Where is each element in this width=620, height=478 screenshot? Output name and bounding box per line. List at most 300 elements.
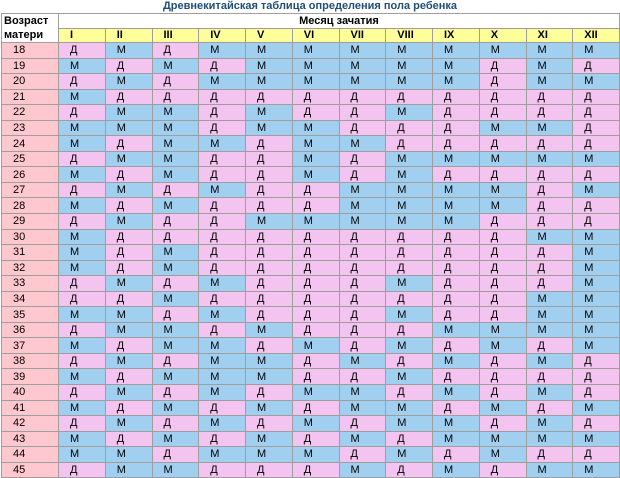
girl-cell: Д <box>526 276 573 292</box>
girl-cell: Д <box>573 105 620 121</box>
girl-cell: Д <box>339 89 386 105</box>
boy-cell: М <box>152 198 199 214</box>
boy-cell: М <box>386 400 433 416</box>
girl-cell: Д <box>292 182 339 198</box>
age-column-header <box>2 14 59 43</box>
girl-cell: Д <box>292 229 339 245</box>
boy-cell: М <box>105 43 152 59</box>
boy-cell: М <box>59 447 106 463</box>
table-row <box>2 151 620 167</box>
boy-cell: М <box>59 136 106 152</box>
boy-cell: М <box>246 74 293 90</box>
girl-cell: Д <box>152 416 199 432</box>
boy-cell: М <box>199 276 246 292</box>
boy-cell: М <box>152 151 199 167</box>
table-row <box>2 307 620 323</box>
girl-cell: Д <box>246 276 293 292</box>
boy-cell: М <box>105 353 152 369</box>
boy-cell: М <box>246 400 293 416</box>
boy-cell: М <box>573 276 620 292</box>
boy-cell: М <box>433 322 480 338</box>
girl-cell: Д <box>152 74 199 90</box>
girl-cell: Д <box>246 229 293 245</box>
girl-cell: Д <box>292 198 339 214</box>
boy-cell: М <box>105 182 152 198</box>
boy-cell: М <box>152 322 199 338</box>
boy-cell: М <box>199 74 246 90</box>
boy-cell: М <box>526 58 573 74</box>
boy-cell: М <box>339 136 386 152</box>
mother-age-cell: 37 <box>2 338 59 354</box>
boy-cell: М <box>105 307 152 323</box>
boy-cell: М <box>292 120 339 136</box>
mother-age-cell: 28 <box>2 198 59 214</box>
girl-cell: Д <box>152 229 199 245</box>
girl-cell: Д <box>199 291 246 307</box>
boy-cell: М <box>152 136 199 152</box>
girl-cell: Д <box>292 260 339 276</box>
girl-cell: Д <box>105 229 152 245</box>
boy-cell: М <box>386 167 433 183</box>
table-row <box>2 182 620 198</box>
girl-cell: Д <box>246 291 293 307</box>
girl-cell: Д <box>292 462 339 478</box>
month-header: IX <box>433 28 480 43</box>
girl-cell: Д <box>199 105 246 121</box>
girl-cell: Д <box>479 353 526 369</box>
girl-cell: Д <box>526 447 573 463</box>
mother-age-cell: 29 <box>2 214 59 230</box>
girl-cell: Д <box>105 291 152 307</box>
girl-cell: Д <box>433 120 480 136</box>
girl-cell: Д <box>386 322 433 338</box>
boy-cell: М <box>152 462 199 478</box>
month-header: XI <box>526 28 573 43</box>
girl-cell: Д <box>152 276 199 292</box>
mother-age-cell: 44 <box>2 447 59 463</box>
girl-cell: Д <box>199 229 246 245</box>
girl-cell: Д <box>59 416 106 432</box>
table-row <box>2 447 620 463</box>
boy-cell: М <box>479 400 526 416</box>
mother-age-cell: 20 <box>2 74 59 90</box>
girl-cell: Д <box>105 167 152 183</box>
girl-cell: Д <box>386 431 433 447</box>
girl-cell: Д <box>292 431 339 447</box>
boy-cell: М <box>339 431 386 447</box>
girl-cell: Д <box>199 245 246 261</box>
girl-cell: Д <box>339 338 386 354</box>
girl-cell: Д <box>199 198 246 214</box>
girl-cell: Д <box>199 167 246 183</box>
girl-cell: Д <box>105 58 152 74</box>
boy-cell: М <box>386 105 433 121</box>
girl-cell: Д <box>479 385 526 401</box>
girl-cell: Д <box>246 198 293 214</box>
girl-cell: Д <box>573 167 620 183</box>
boy-cell: М <box>573 245 620 261</box>
girl-cell: Д <box>526 182 573 198</box>
girl-cell: Д <box>59 105 106 121</box>
girl-cell: Д <box>433 338 480 354</box>
girl-cell: Д <box>386 385 433 401</box>
boy-cell: М <box>339 182 386 198</box>
table-row <box>2 167 620 183</box>
boy-cell: М <box>573 291 620 307</box>
boy-cell: М <box>105 214 152 230</box>
boy-cell: М <box>526 229 573 245</box>
boy-cell: М <box>105 276 152 292</box>
girl-cell: Д <box>105 338 152 354</box>
boy-cell: М <box>479 198 526 214</box>
girl-cell: Д <box>292 353 339 369</box>
girl-cell: Д <box>339 245 386 261</box>
boy-cell: М <box>526 416 573 432</box>
boy-cell: М <box>386 276 433 292</box>
boy-cell: М <box>59 58 106 74</box>
boy-cell: М <box>433 58 480 74</box>
boy-cell: М <box>292 74 339 90</box>
boy-cell: М <box>339 400 386 416</box>
month-header-row <box>2 28 620 43</box>
boy-cell: М <box>59 400 106 416</box>
girl-cell: Д <box>339 322 386 338</box>
girl-cell: Д <box>479 74 526 90</box>
girl-cell: Д <box>152 214 199 230</box>
table-row <box>2 214 620 230</box>
girl-cell: Д <box>526 369 573 385</box>
boy-cell: М <box>386 43 433 59</box>
month-header: VIII <box>386 28 433 43</box>
girl-cell: Д <box>339 291 386 307</box>
girl-cell: Д <box>479 167 526 183</box>
mother-age-cell: 39 <box>2 369 59 385</box>
girl-cell: Д <box>339 416 386 432</box>
month-header: III <box>152 28 199 43</box>
girl-cell: Д <box>105 431 152 447</box>
table-row <box>2 338 620 354</box>
girl-cell: Д <box>526 136 573 152</box>
girl-cell: Д <box>479 229 526 245</box>
girl-cell: Д <box>59 151 106 167</box>
girl-cell: Д <box>199 151 246 167</box>
girl-cell: Д <box>386 260 433 276</box>
boy-cell: М <box>246 120 293 136</box>
boy-cell: М <box>526 431 573 447</box>
girl-cell: Д <box>433 245 480 261</box>
boy-cell: М <box>152 338 199 354</box>
girl-cell: Д <box>573 58 620 74</box>
gender-table <box>1 13 620 478</box>
table-body <box>2 43 620 478</box>
boy-cell: М <box>59 245 106 261</box>
girl-cell: Д <box>246 167 293 183</box>
girl-cell: Д <box>526 260 573 276</box>
boy-cell: М <box>152 291 199 307</box>
boy-cell: М <box>433 385 480 401</box>
girl-cell: Д <box>386 136 433 152</box>
boy-cell: М <box>339 198 386 214</box>
girl-cell: Д <box>433 260 480 276</box>
girl-cell: Д <box>246 338 293 354</box>
boy-cell: М <box>433 198 480 214</box>
boy-cell: М <box>479 182 526 198</box>
boy-cell: М <box>105 416 152 432</box>
boy-cell: М <box>339 74 386 90</box>
boy-cell: М <box>246 431 293 447</box>
boy-cell: М <box>292 385 339 401</box>
boy-cell: М <box>292 58 339 74</box>
boy-cell: М <box>573 43 620 59</box>
mother-age-cell: 25 <box>2 151 59 167</box>
boy-cell: М <box>526 385 573 401</box>
months-group-header: Месяц зачатия <box>59 14 620 29</box>
mother-age-cell: 35 <box>2 307 59 323</box>
girl-cell: Д <box>339 167 386 183</box>
boy-cell: М <box>573 260 620 276</box>
boy-cell: М <box>386 416 433 432</box>
girl-cell: Д <box>152 182 199 198</box>
boy-cell: М <box>433 416 480 432</box>
boy-cell: М <box>105 385 152 401</box>
girl-cell: Д <box>246 385 293 401</box>
boy-cell: М <box>526 151 573 167</box>
boy-cell: М <box>386 369 433 385</box>
boy-cell: М <box>152 369 199 385</box>
boy-cell: М <box>433 74 480 90</box>
girl-cell: Д <box>292 322 339 338</box>
boy-cell: М <box>246 58 293 74</box>
girl-cell: Д <box>152 353 199 369</box>
boy-cell: М <box>433 182 480 198</box>
girl-cell: Д <box>573 416 620 432</box>
boy-cell: М <box>292 136 339 152</box>
girl-cell: Д <box>59 322 106 338</box>
boy-cell: М <box>152 260 199 276</box>
boy-cell: М <box>152 105 199 121</box>
boy-cell: М <box>199 385 246 401</box>
table-row <box>2 385 620 401</box>
mother-age-cell: 24 <box>2 136 59 152</box>
girl-cell: Д <box>573 198 620 214</box>
girl-cell: Д <box>526 105 573 121</box>
girl-cell: Д <box>433 136 480 152</box>
boy-cell: М <box>339 43 386 59</box>
mother-age-cell: 22 <box>2 105 59 121</box>
girl-cell: Д <box>433 105 480 121</box>
boy-cell: М <box>433 43 480 59</box>
girl-cell: Д <box>292 400 339 416</box>
month-header: VII <box>339 28 386 43</box>
table-row <box>2 353 620 369</box>
boy-cell: М <box>479 120 526 136</box>
mother-age-cell: 19 <box>2 58 59 74</box>
girl-cell: Д <box>479 416 526 432</box>
girl-cell: Д <box>386 353 433 369</box>
boy-cell: М <box>292 214 339 230</box>
month-header: II <box>105 28 152 43</box>
month-header: I <box>59 28 106 43</box>
boy-cell: М <box>59 431 106 447</box>
girl-cell: Д <box>339 229 386 245</box>
boy-cell: М <box>526 353 573 369</box>
girl-cell: Д <box>105 136 152 152</box>
table-row <box>2 245 620 261</box>
table-row <box>2 276 620 292</box>
girl-cell: Д <box>433 447 480 463</box>
girl-cell: Д <box>105 260 152 276</box>
girl-cell: Д <box>386 245 433 261</box>
boy-cell: М <box>246 447 293 463</box>
boy-cell: М <box>59 167 106 183</box>
boy-cell: М <box>199 338 246 354</box>
girl-cell: Д <box>479 58 526 74</box>
girl-cell: Д <box>246 89 293 105</box>
girl-cell: Д <box>573 136 620 152</box>
mother-age-cell: 45 <box>2 462 59 478</box>
month-header: VI <box>292 28 339 43</box>
boy-cell: М <box>199 416 246 432</box>
boy-cell: М <box>386 58 433 74</box>
table-row <box>2 400 620 416</box>
boy-cell: М <box>246 353 293 369</box>
girl-cell: Д <box>292 291 339 307</box>
boy-cell: М <box>246 369 293 385</box>
boy-cell: М <box>105 120 152 136</box>
girl-cell: Д <box>526 400 573 416</box>
boy-cell: М <box>573 462 620 478</box>
boy-cell: М <box>479 43 526 59</box>
boy-cell: М <box>433 462 480 478</box>
girl-cell: Д <box>292 307 339 323</box>
boy-cell: М <box>59 369 106 385</box>
girl-cell: Д <box>292 276 339 292</box>
boy-cell: М <box>386 214 433 230</box>
boy-cell: М <box>573 229 620 245</box>
boy-cell: М <box>199 43 246 59</box>
boy-cell: М <box>573 182 620 198</box>
girl-cell: Д <box>479 307 526 323</box>
mother-age-cell: 18 <box>2 43 59 59</box>
girl-cell: Д <box>526 198 573 214</box>
girl-cell: Д <box>105 198 152 214</box>
table-row <box>2 369 620 385</box>
girl-cell: Д <box>573 385 620 401</box>
boy-cell: М <box>573 431 620 447</box>
boy-cell: М <box>246 105 293 121</box>
girl-cell: Д <box>246 182 293 198</box>
mother-age-cell: 30 <box>2 229 59 245</box>
boy-cell: М <box>105 322 152 338</box>
girl-cell: Д <box>246 462 293 478</box>
girl-cell: Д <box>105 245 152 261</box>
girl-cell: Д <box>339 276 386 292</box>
age-header-line2: матери <box>4 29 44 41</box>
month-header: XII <box>573 28 620 43</box>
mother-age-cell: 43 <box>2 431 59 447</box>
boy-cell: М <box>59 307 106 323</box>
girl-cell: Д <box>339 120 386 136</box>
table-row <box>2 431 620 447</box>
boy-cell: М <box>339 214 386 230</box>
girl-cell: Д <box>246 416 293 432</box>
boy-cell: М <box>573 74 620 90</box>
boy-cell: М <box>199 136 246 152</box>
boy-cell: М <box>573 400 620 416</box>
girl-cell: Д <box>339 307 386 323</box>
boy-cell: М <box>152 245 199 261</box>
boy-cell: М <box>526 307 573 323</box>
girl-cell: Д <box>292 89 339 105</box>
girl-cell: Д <box>433 89 480 105</box>
boy-cell: М <box>105 74 152 90</box>
table-row <box>2 260 620 276</box>
boy-cell: М <box>386 74 433 90</box>
boy-cell: М <box>526 322 573 338</box>
boy-cell: М <box>59 338 106 354</box>
boy-cell: М <box>152 58 199 74</box>
boy-cell: М <box>386 182 433 198</box>
table-row <box>2 198 620 214</box>
boy-cell: М <box>199 307 246 323</box>
boy-cell: М <box>59 120 106 136</box>
girl-cell: Д <box>526 338 573 354</box>
boy-cell: М <box>292 447 339 463</box>
boy-cell: М <box>152 400 199 416</box>
mother-age-cell: 21 <box>2 89 59 105</box>
month-header: X <box>479 28 526 43</box>
boy-cell: М <box>199 447 246 463</box>
girl-cell: Д <box>59 276 106 292</box>
table-row <box>2 89 620 105</box>
girl-cell: Д <box>479 291 526 307</box>
boy-cell: М <box>526 462 573 478</box>
girl-cell: Д <box>59 353 106 369</box>
table-row <box>2 229 620 245</box>
girl-cell: Д <box>152 385 199 401</box>
boy-cell: М <box>526 43 573 59</box>
girl-cell: Д <box>292 369 339 385</box>
mother-age-cell: 27 <box>2 182 59 198</box>
girl-cell: Д <box>479 89 526 105</box>
mother-age-cell: 41 <box>2 400 59 416</box>
girl-cell: Д <box>433 276 480 292</box>
table-row <box>2 74 620 90</box>
boy-cell: М <box>339 385 386 401</box>
mother-age-cell: 34 <box>2 291 59 307</box>
boy-cell: М <box>105 447 152 463</box>
girl-cell: Д <box>59 182 106 198</box>
girl-cell: Д <box>433 167 480 183</box>
girl-cell: Д <box>199 400 246 416</box>
girl-cell: Д <box>199 120 246 136</box>
month-header: IV <box>199 28 246 43</box>
table-row <box>2 416 620 432</box>
table-row <box>2 58 620 74</box>
boy-cell: М <box>573 322 620 338</box>
table-row <box>2 43 620 59</box>
mother-age-cell: 32 <box>2 260 59 276</box>
girl-cell: Д <box>246 151 293 167</box>
girl-cell: Д <box>479 136 526 152</box>
girl-cell: Д <box>386 229 433 245</box>
age-header-line1: Возраст <box>4 15 49 27</box>
girl-cell: Д <box>526 245 573 261</box>
boy-cell: М <box>479 322 526 338</box>
girl-cell: Д <box>573 120 620 136</box>
girl-cell: Д <box>573 89 620 105</box>
mother-age-cell: 40 <box>2 385 59 401</box>
